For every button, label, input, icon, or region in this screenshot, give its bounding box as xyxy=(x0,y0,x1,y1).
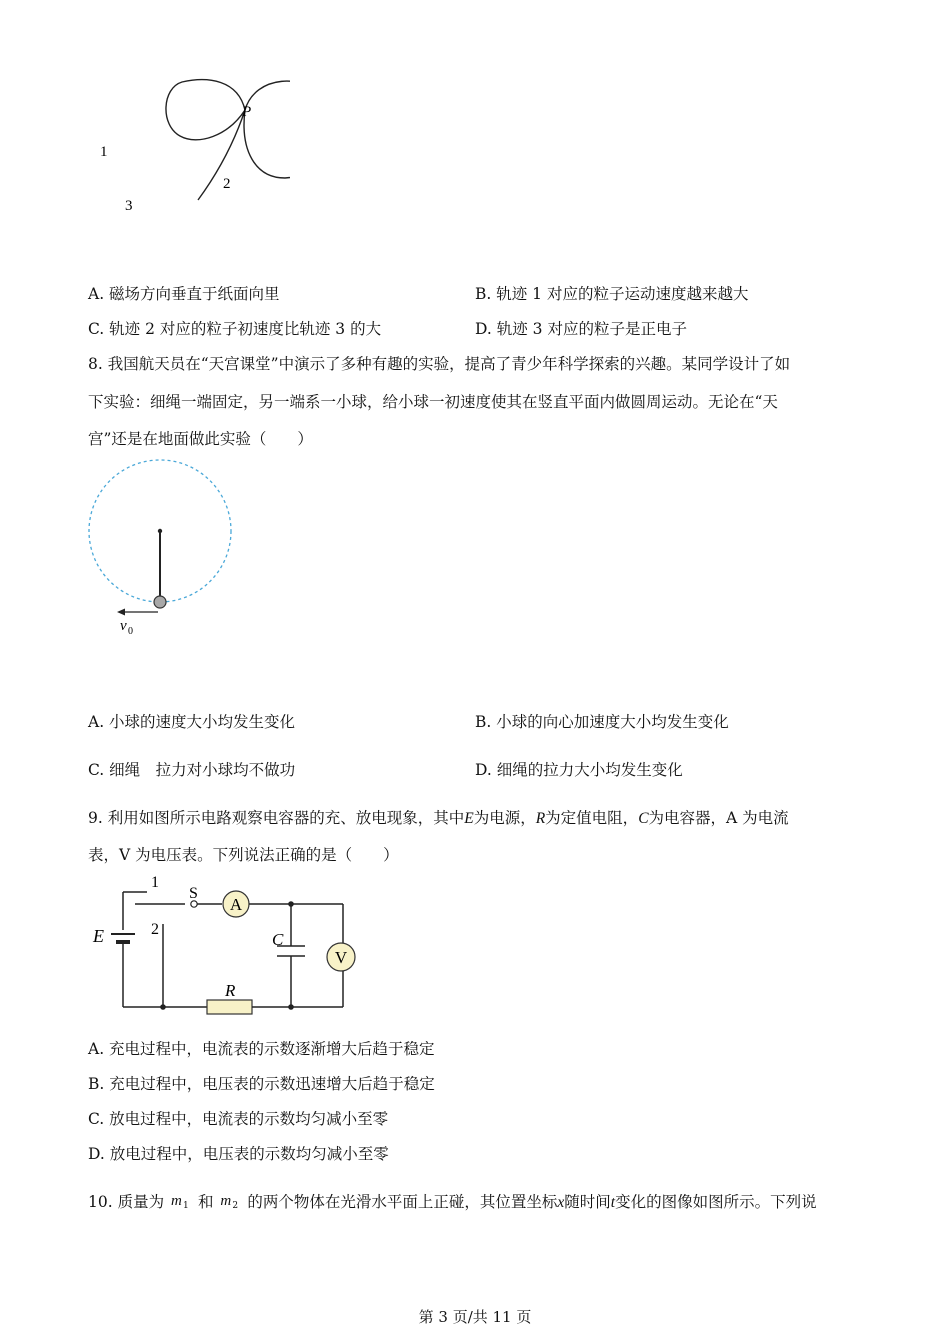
capacitor-c-label: C xyxy=(272,930,284,949)
resistor-r-label: R xyxy=(225,981,236,1000)
q9-text-2: 为电源， xyxy=(473,809,536,827)
switch-s-label: S xyxy=(189,885,198,902)
ball xyxy=(154,596,166,608)
q10-stem-line-1: 10. 质量为 m 1 和 m 2 的两个物体在光滑水平面上正碰，其位置坐标x随时间t变化的图像如图所示。下列说 xyxy=(88,1193,817,1211)
q7-option-d: D. 轨迹 3 对应的粒子是正电子 xyxy=(475,320,687,338)
q9-stem-line-2: 表，V 为电压表。下列说法正确的是（ ） xyxy=(88,846,399,864)
q9-option-c: C. 放电过程中，电流表的示数均匀减小至零 xyxy=(88,1110,389,1128)
contact-2-label: 2 xyxy=(151,921,159,938)
trajectory-2-label: 2 xyxy=(223,176,231,192)
q7-option-b: B. 轨迹 1 对应的粒子运动速度越来越大 xyxy=(475,285,749,303)
q9-symbol-r: R xyxy=(535,810,546,827)
q10-text-3: 随时间 xyxy=(564,1193,611,1211)
resistor xyxy=(207,1000,252,1014)
q8-stem-line-2: 下实验：细绳一端固定，另一端系一小球，给小球一初速度使其在竖直平面内做圆周运动。无论在“天 xyxy=(88,393,778,411)
q10-symbol-x: x xyxy=(557,1194,565,1211)
contact-1-label: 1 xyxy=(151,874,159,891)
trajectory-figure xyxy=(80,70,290,220)
trajectory-3-label: 3 xyxy=(125,198,133,214)
trajectory-1-label: 1 xyxy=(100,144,108,160)
velocity-label: v xyxy=(120,618,127,634)
q8-option-d: D. 细绳的拉力大小均发生变化 xyxy=(475,761,683,779)
q9-stem-line-1 xyxy=(88,806,868,828)
q8-stem-line-1: 8. 我国航天员在“天宫课堂”中演示了多种有趣的实验，提高了青少年科学探索的兴趣。某同学设计了如 xyxy=(88,355,791,373)
q8-option-b: B. 小球的向心加速度大小均发生变化 xyxy=(475,713,729,731)
voltmeter-label: V xyxy=(334,948,348,967)
q9-text-3: 为定值电阻， xyxy=(545,809,639,827)
q10-text-2: 的两个物体在光滑水平面上正碰，其位置坐标 xyxy=(247,1193,558,1211)
circular-motion-figure xyxy=(80,452,250,642)
q9-text-1: 9. 利用如图所示电路观察电容器的充、放电现象，其中 xyxy=(88,809,465,827)
q10-text-4: 变化的图像如图所示。下列说 xyxy=(615,1193,817,1211)
circuit-figure xyxy=(85,868,365,1018)
velocity-subscript: 0 xyxy=(128,626,133,637)
q7-option-c: C. 轨迹 2 对应的粒子初速度比轨迹 3 的大 xyxy=(88,320,382,338)
q9-option-a: A. 充电过程中，电流表的示数逐渐增大后趋于稳定 xyxy=(88,1040,435,1058)
source-e-label: E xyxy=(93,926,104,946)
q9-option-d: D. 放电过程中，电压表的示数均匀减小至零 xyxy=(88,1145,389,1163)
q9-symbol-e: E xyxy=(464,810,474,827)
q9-option-b: B. 充电过程中，电压表的示数迅速增大后趋于稳定 xyxy=(88,1075,435,1093)
page-footer: 第 3 页/共 11 页 xyxy=(418,1308,532,1326)
ammeter-label: A xyxy=(229,895,243,914)
q8-stem-line-3: 宫”还是在地面做此实验（ ） xyxy=(88,430,313,448)
q9-text-4: 为电容器，A 为电流 xyxy=(648,809,789,827)
q10-text-and: 和 xyxy=(197,1193,214,1211)
q8-option-c: C. 细绳 拉力对小球均不做功 xyxy=(88,761,296,779)
q9-symbol-c: C xyxy=(638,810,649,827)
q10-text-1: 10. 质量为 xyxy=(88,1193,165,1211)
q8-option-a: A. 小球的速度大小均发生变化 xyxy=(88,713,296,731)
q7-option-a: A. 磁场方向垂直于纸面向里 xyxy=(88,285,280,303)
point-p-label: P xyxy=(242,104,252,120)
arrow-head-icon xyxy=(117,609,125,616)
q10-symbol-t: t xyxy=(610,1194,616,1211)
